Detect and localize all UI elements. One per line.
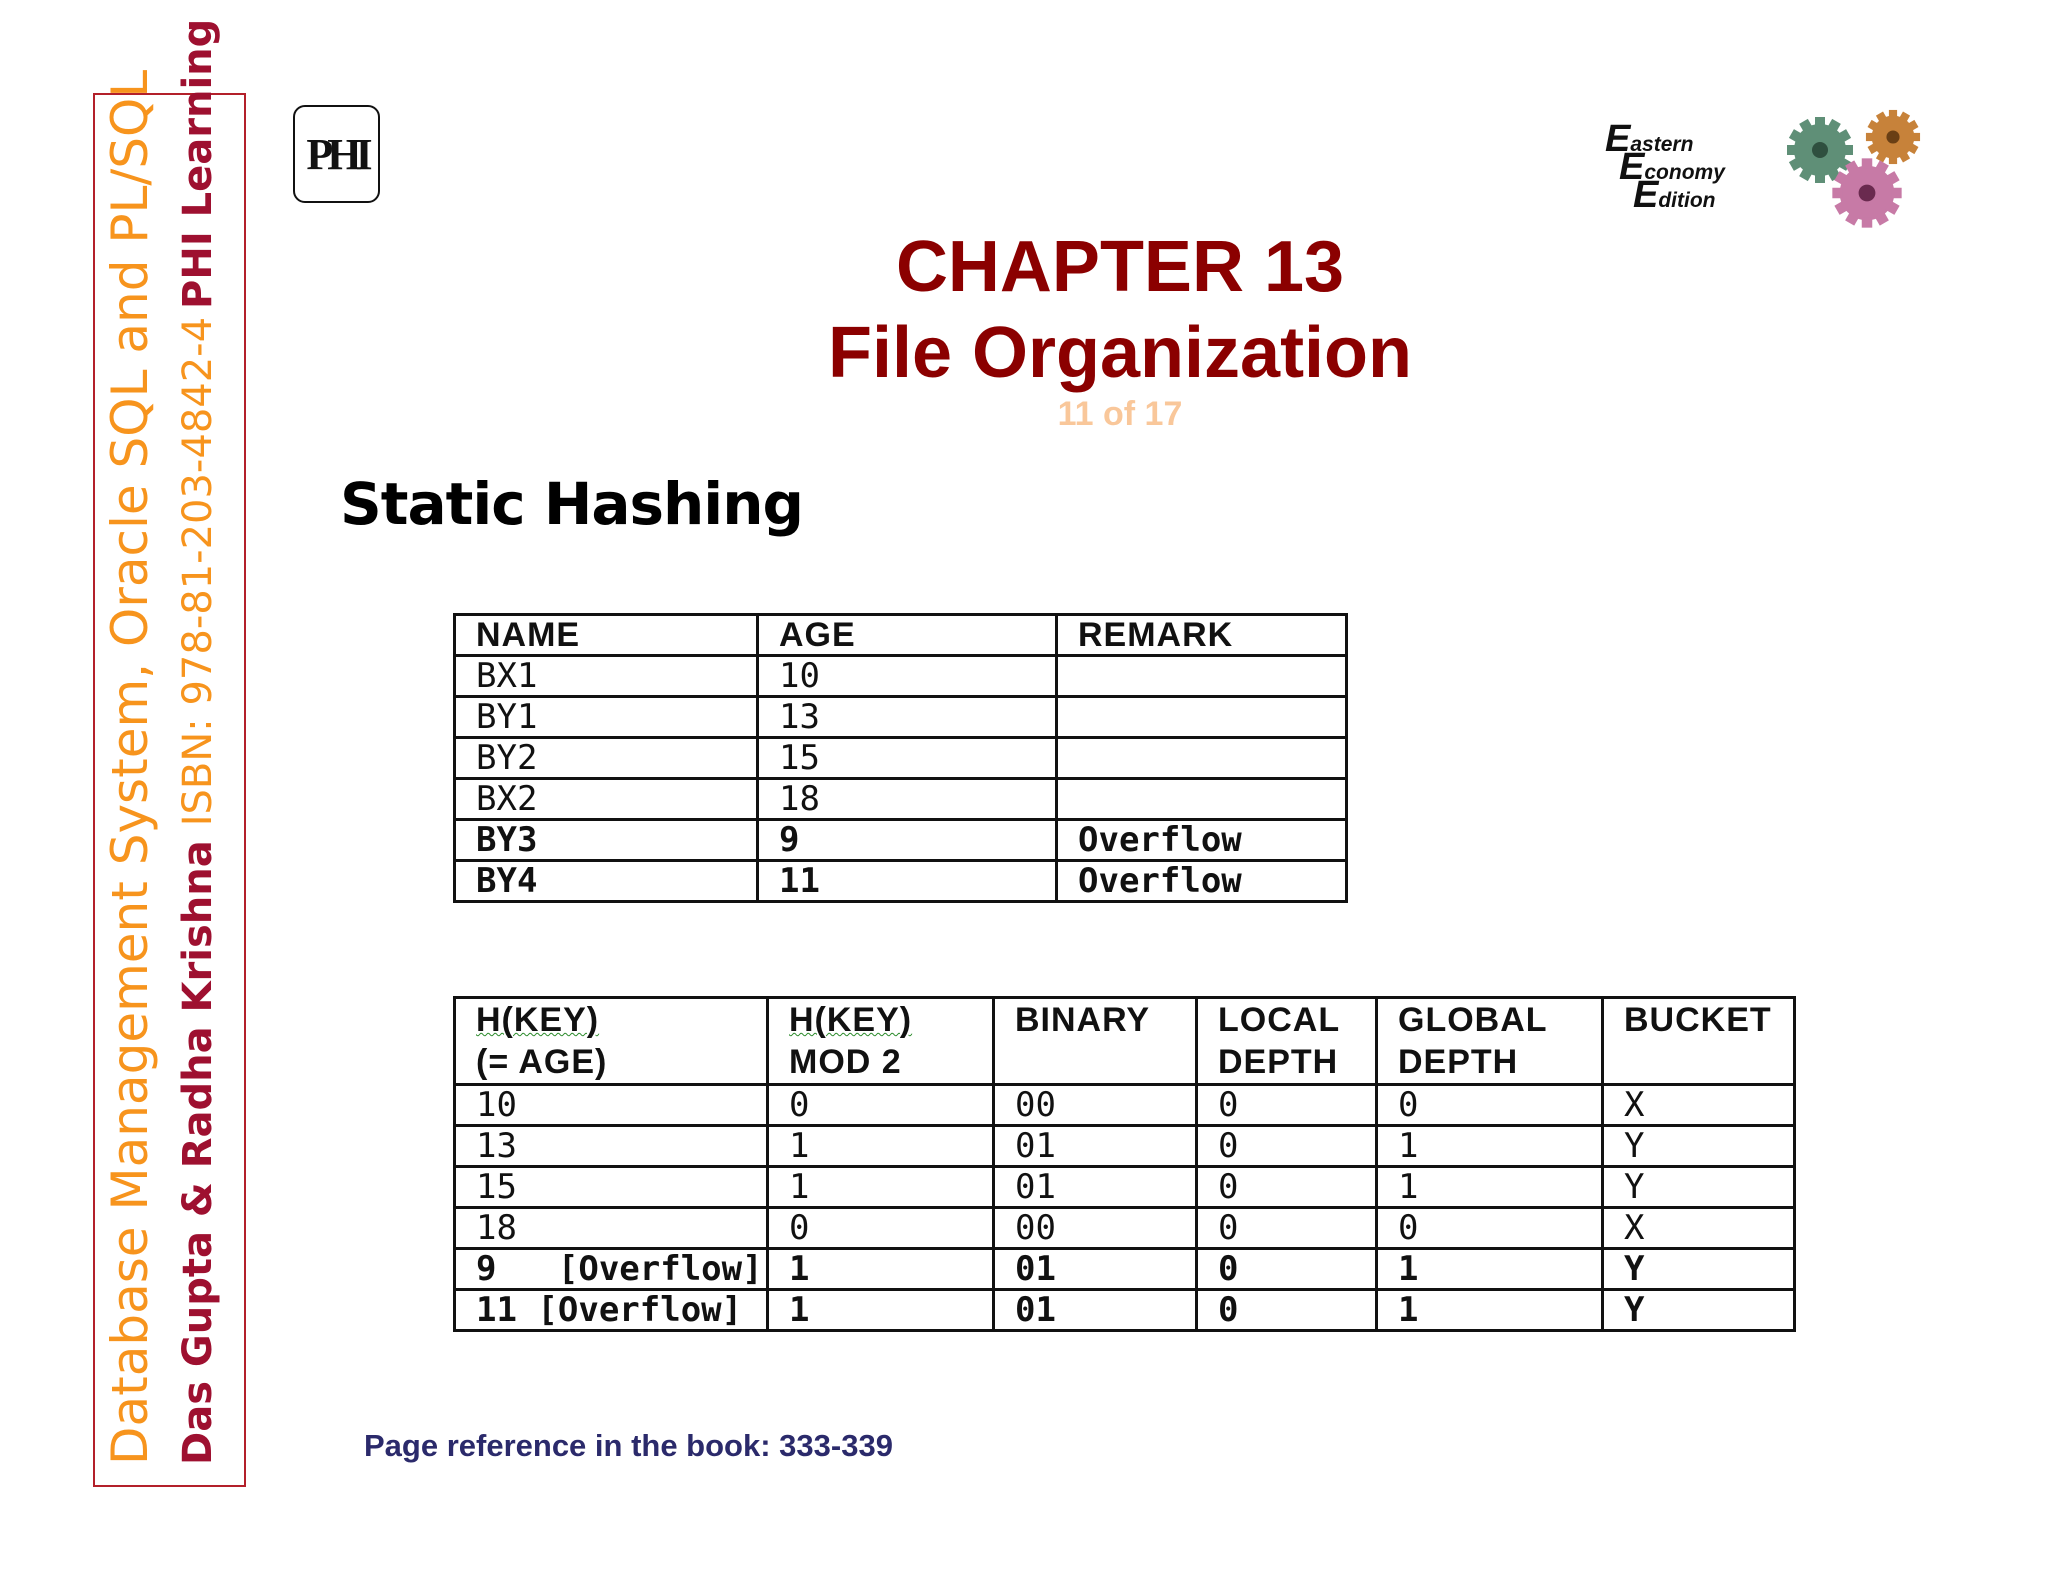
eee-line-2: conomy [1644, 161, 1725, 184]
table-cell: 1 [1377, 1167, 1603, 1208]
table-cell: Y [1603, 1167, 1795, 1208]
book-info-sidebar [93, 18, 246, 1487]
isbn: ISBN: 978-81-203-4842-4 [175, 316, 221, 827]
table-cell: 9 [758, 820, 1057, 861]
table-cell: 15 [758, 738, 1057, 779]
table-cell: 01 [994, 1167, 1197, 1208]
header-cell-hkey [455, 998, 768, 1085]
table-cell: 1 [768, 1249, 994, 1290]
header-cell-binary [994, 998, 1197, 1085]
header-line-2: DEPTH [1398, 1043, 1519, 1081]
table-cell: 13 [758, 697, 1057, 738]
phi-logo-text: PHI [306, 129, 367, 179]
header-cell-bucket [1603, 998, 1795, 1085]
phi-logo [293, 105, 380, 203]
header-cell: AGE [758, 615, 1057, 656]
table-cell [1057, 738, 1347, 779]
table-cell: 1 [768, 1167, 994, 1208]
header-cell: NAME [455, 615, 758, 656]
table-cell: 01 [994, 1290, 1197, 1331]
table-cell: BX1 [455, 656, 758, 697]
chapter-title: File Organization [827, 313, 1413, 393]
table-cell: 00 [994, 1085, 1197, 1126]
header-cell-global-depth [1377, 998, 1603, 1085]
table-cell: BY1 [455, 697, 758, 738]
chapter-number: CHAPTER 13 [895, 227, 1345, 307]
table-cell: BY4 [455, 861, 758, 902]
table-row-overflow [455, 1290, 1795, 1331]
authors: Das Gupta & Radha Krishna [175, 840, 221, 1465]
table-row-overflow [455, 1249, 1795, 1290]
header-line-1: GLOBAL [1398, 1001, 1548, 1039]
eee-initial-1: E [1605, 118, 1631, 160]
table-row [455, 738, 1347, 779]
table-row-overflow [455, 820, 1347, 861]
table-cell: 10 [758, 656, 1057, 697]
eee-line-3: dition [1658, 189, 1716, 212]
header-cell: REMARK [1057, 615, 1347, 656]
table-cell: BY2 [455, 738, 758, 779]
table-cell: 0 [1377, 1085, 1603, 1126]
table-cell: 0 [768, 1085, 994, 1126]
table-row [455, 656, 1347, 697]
slide-counter: 11 of 17 [1057, 395, 1183, 433]
table-cell: BX2 [455, 779, 758, 820]
table-cell: 13 [455, 1126, 768, 1167]
table-row-overflow [455, 861, 1347, 902]
gears-icon [1775, 105, 1935, 240]
header-line-1: H(KEY) [476, 1001, 600, 1039]
table-cell: X [1603, 1085, 1795, 1126]
table-cell: 0 [1197, 1085, 1377, 1126]
records-table [453, 613, 1348, 903]
table-cell: Y [1603, 1249, 1795, 1290]
header-cell-local-depth [1197, 998, 1377, 1085]
eee-initial-2: E [1619, 146, 1645, 188]
table-cell: 9 [Overflow] [455, 1249, 768, 1290]
table-row [455, 1126, 1795, 1167]
table-cell: 18 [758, 779, 1057, 820]
eastern-economy-edition-logo [1605, 118, 1765, 216]
table-cell: 0 [1197, 1290, 1377, 1331]
sidebar-rotated-text [95, 18, 248, 1487]
publisher: PHI Learning [175, 18, 221, 309]
header-line-1: H(KEY) [789, 1001, 913, 1039]
header-cell-hkey-mod [768, 998, 994, 1085]
table-cell: Overflow [1057, 861, 1347, 902]
table-cell: 00 [994, 1208, 1197, 1249]
hashing-table [453, 996, 1796, 1332]
table-header-row [455, 998, 1795, 1085]
header-line-2: DEPTH [1218, 1043, 1339, 1081]
table-cell: 01 [994, 1249, 1197, 1290]
table-cell [1057, 656, 1347, 697]
table-cell: 1 [768, 1290, 994, 1331]
table-cell: 11 [Overflow] [455, 1290, 768, 1331]
table-cell: 0 [1197, 1249, 1377, 1290]
header-line-2: MOD 2 [789, 1043, 902, 1081]
header-line-2: (= AGE) [476, 1043, 608, 1081]
table-row [455, 779, 1347, 820]
table-cell: 01 [994, 1126, 1197, 1167]
table-cell: BY3 [455, 820, 758, 861]
table-cell: 1 [1377, 1290, 1603, 1331]
table-row [455, 1167, 1795, 1208]
chapter-heading [700, 225, 1540, 397]
table-cell: 0 [1377, 1208, 1603, 1249]
page-reference: Page reference in the book: 333-339 [364, 1428, 893, 1463]
header-line-1: BUCKET [1624, 1001, 1772, 1039]
table-cell: 0 [768, 1208, 994, 1249]
section-title: Static Hashing [340, 470, 803, 538]
table-row [455, 1208, 1795, 1249]
eee-line-1: astern [1630, 133, 1694, 156]
book-credits [175, 19, 221, 1465]
table-cell: 0 [1197, 1126, 1377, 1167]
header-line-1: BINARY [1015, 1001, 1151, 1039]
eee-initial-3: E [1633, 174, 1659, 216]
table-cell: Y [1603, 1126, 1795, 1167]
table-cell: 15 [455, 1167, 768, 1208]
table-cell: 0 [1197, 1167, 1377, 1208]
table-cell [1057, 779, 1347, 820]
header-line-1: LOCAL [1218, 1001, 1341, 1039]
table-cell: Overflow [1057, 820, 1347, 861]
table-cell: 10 [455, 1085, 768, 1126]
table-cell: 11 [758, 861, 1057, 902]
table-cell: 18 [455, 1208, 768, 1249]
table-cell: 1 [1377, 1249, 1603, 1290]
book-title: Database Management System, Oracle SQL and PL/SQL [101, 69, 159, 1465]
table-cell: 1 [768, 1126, 994, 1167]
table-cell: X [1603, 1208, 1795, 1249]
table-cell: 0 [1197, 1208, 1377, 1249]
table-cell: 1 [1377, 1126, 1603, 1167]
table-cell [1057, 697, 1347, 738]
table-cell: Y [1603, 1290, 1795, 1331]
table-header-row [455, 615, 1347, 656]
table-row [455, 697, 1347, 738]
table-row [455, 1085, 1795, 1126]
